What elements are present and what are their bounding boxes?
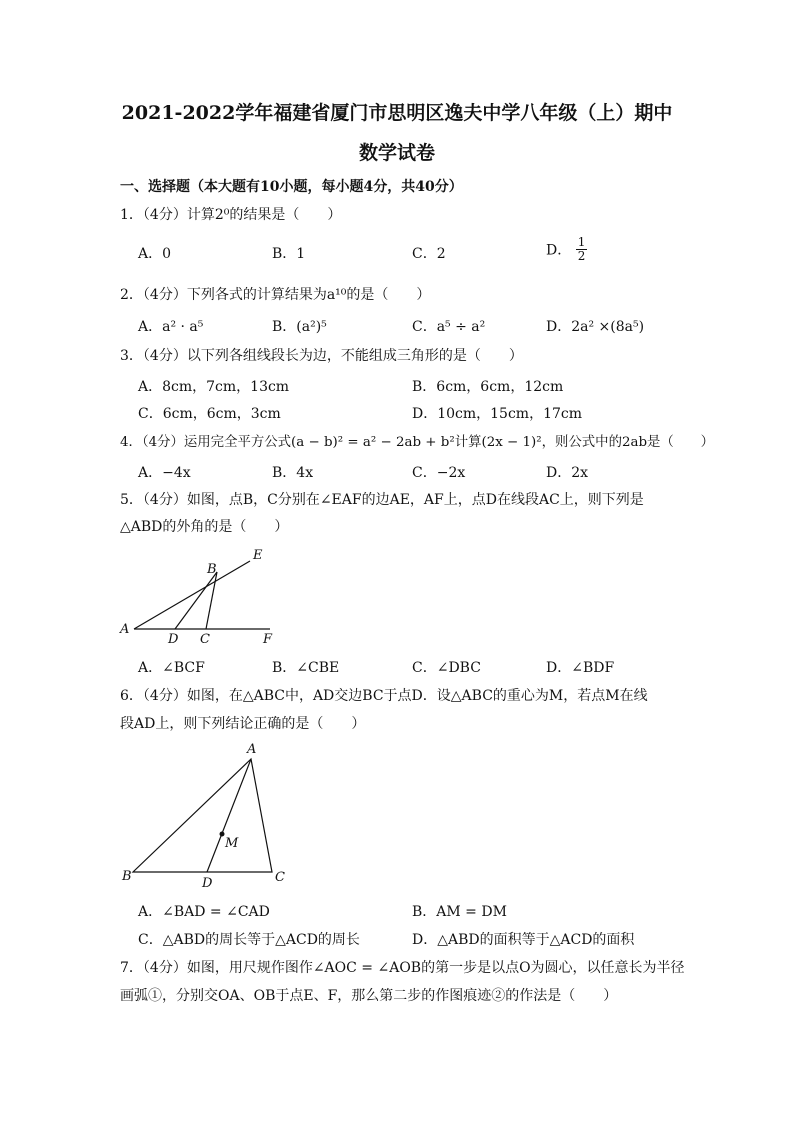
q5-label-d: D: [168, 632, 179, 647]
q5-label-a: A: [120, 622, 130, 637]
q6-option-a: A．∠BAD = ∠CAD: [138, 904, 270, 920]
q1-option-d: [546, 236, 587, 263]
q1-option-c: C．2: [412, 246, 446, 262]
exam-title-line1: 2021-2022学年福建省厦门市思明区逸夫中学八年级（上）期中: [121, 102, 673, 124]
q4-option-a: A．−4x: [138, 465, 191, 481]
q5-label-e: E: [253, 548, 263, 563]
q5-label-c: C: [200, 632, 210, 647]
question-6-stem-line2: 段AD上，则下列结论正确的是（ ）: [120, 716, 366, 732]
q6-label-b: B: [122, 869, 132, 884]
q5-option-d: D．∠BDF: [546, 660, 615, 676]
q3-option-a: A．8cm，7cm，13cm: [138, 379, 290, 395]
q6-label-c: C: [275, 870, 285, 885]
q5-segment-bc: [206, 572, 217, 629]
question-2-stem: 2．（4分）下列各式的计算结果为a¹⁰的是（ ）: [120, 287, 431, 303]
q3-option-c: C．6cm，6cm，3cm: [138, 406, 281, 422]
q6-label-a: A: [247, 742, 257, 757]
q5-figure: [110, 540, 300, 650]
question-5-stem-line2: △ABD的外角的是（ ）: [120, 519, 289, 535]
q6-triangle-abc: [133, 759, 272, 872]
q3-option-d: D．10cm，15cm，17cm: [412, 406, 583, 422]
question-3-stem: 3．（4分）以下列各组线段长为边，不能组成三角形的是（ ）: [120, 348, 523, 364]
q6-segment-ad: [207, 759, 251, 872]
question-6-stem-line1: 6．（4分）如图，在△ABC中，AD交边BC于点D．设△ABC的重心为M，若点M在线: [120, 688, 648, 704]
q4-option-d: D．2x: [546, 465, 589, 481]
q3-option-b: B．6cm，6cm，12cm: [412, 379, 564, 395]
q4-option-c: C．−2x: [412, 465, 466, 481]
q1-option-d-prefix: D．: [546, 242, 572, 259]
question-1-stem: 1．（4分）计算2⁰的结果是（ ）: [120, 207, 342, 223]
q1-option-d-fraction: [576, 236, 588, 263]
q6-label-m: M: [225, 836, 239, 851]
q2-option-a: A．a² · a⁵: [138, 319, 204, 335]
exam-title-line2: 数学试卷: [358, 142, 435, 164]
q5-ray-ae: [134, 561, 250, 629]
q6-centroid-point: [220, 832, 225, 837]
q6-label-d: D: [202, 876, 213, 891]
question-4-stem: 4．（4分）运用完全平方公式(a − b)² = a² − 2ab + b²计算(2x − 1)²，则公式中的2ab是（ ）: [120, 435, 714, 450]
q6-option-c: C．△ABD的周长等于△ACD的周长: [138, 932, 360, 948]
q1-option-b: B．1: [272, 246, 306, 262]
q4-option-b: B．4x: [272, 465, 314, 481]
q2-option-c: C．a⁵ ÷ a²: [412, 319, 486, 335]
q5-label-b: B: [207, 562, 217, 577]
q5-option-b: B．∠CBE: [272, 660, 340, 676]
fraction-numerator: 1: [577, 235, 586, 249]
q6-figure: [110, 738, 310, 893]
q2-option-b: B．(a²)⁵: [272, 319, 327, 335]
q6-option-b: B．AM = DM: [412, 904, 507, 920]
q5-label-f: F: [263, 632, 273, 647]
question-7-stem-line2: 画弧①，分别交OA、OB于点E、F，那么第二步的作图痕迹②的作法是（ ）: [120, 988, 618, 1004]
q5-segment-bd: [175, 572, 217, 629]
q6-option-d: D．△ABD的面积等于△ACD的面积: [412, 932, 635, 948]
section-header: 一、选择题（本大题有10小题，每小题4分，共40分）: [120, 179, 463, 195]
q1-option-a: A．0: [138, 246, 172, 262]
q5-option-a: A．∠BCF: [138, 660, 205, 676]
q5-option-c: C．∠DBC: [412, 660, 481, 676]
question-7-stem-line1: 7．（4分）如图，用尺规作图作∠AOC = ∠AOB的第一步是以点O为圆心，以任意长为半径: [120, 960, 685, 976]
q2-option-d: D．2a² ×(8a⁵): [546, 319, 645, 335]
fraction-denominator: 2: [577, 249, 586, 263]
question-5-stem-line1: 5．（4分）如图，点B，C分别在∠EAF的边AE，AF上，点D在线段AC上，则下列是: [120, 492, 644, 508]
